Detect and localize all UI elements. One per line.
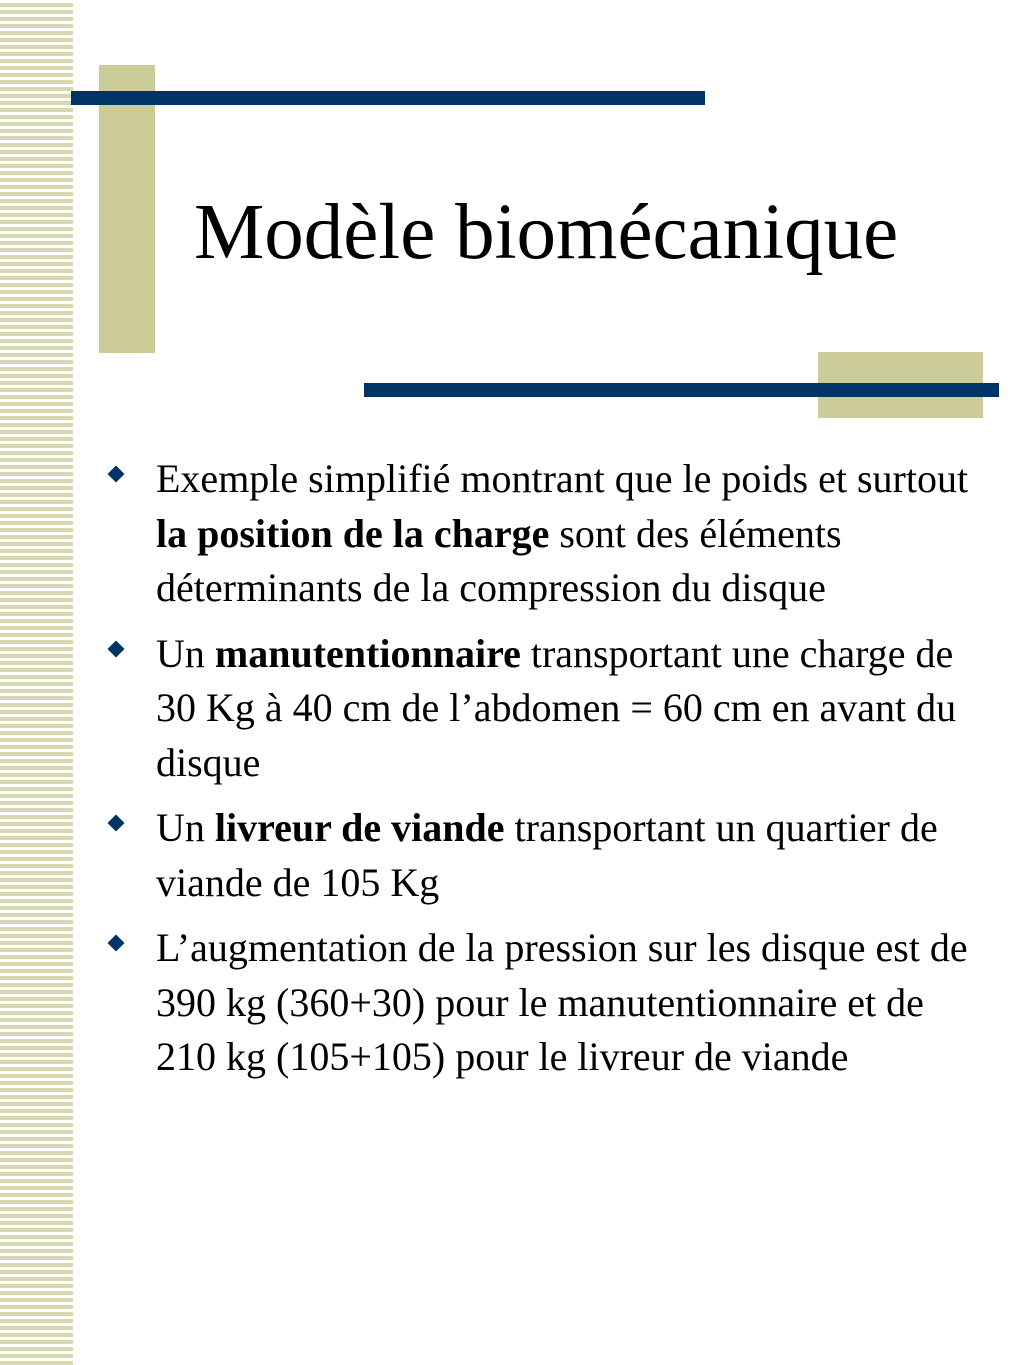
bullet-text: Un	[156, 805, 215, 850]
bullet-emphasis: manutentionnaire	[214, 630, 521, 676]
slide-title: Modèle biomécanique	[194, 189, 899, 276]
diamond-bullet-icon	[108, 815, 125, 832]
diamond-bullet-icon	[108, 466, 125, 483]
bullet-text: transportant une charge de 30 Kg à 40 cm de l’abdomen = 60 cm en avant du disque	[156, 630, 957, 785]
bullet-text: Un	[156, 630, 215, 676]
bullet-item	[108, 452, 978, 616]
bullet-item	[108, 801, 978, 910]
bullet-text: Exemple simplifié montrant que le poids et surtout	[156, 456, 969, 501]
bullet-text: L’augmentation de la pression sur les disque est de 390 kg (360+30) pour le manutentionnaire et de 210 kg (105+105) pour le livreur de viande	[156, 925, 968, 1079]
bullet-text: transportant un quartier de viande de 105 Kg	[156, 805, 938, 905]
diamond-bullet-icon	[108, 640, 125, 657]
bullet-list	[108, 452, 978, 1096]
bullet-text: sont des éléments déterminants de la compression du disque	[156, 510, 842, 610]
tan-accent-block-top	[99, 65, 155, 353]
navy-rule-top	[71, 91, 705, 105]
bullet-item	[108, 921, 978, 1085]
bullet-emphasis: la position de la charge	[156, 510, 550, 556]
striped-margin-decoration	[0, 0, 73, 1365]
diamond-bullet-icon	[108, 935, 125, 952]
bullet-item	[108, 627, 978, 791]
bullet-emphasis: livreur de viande	[214, 805, 505, 850]
navy-rule-bottom	[364, 383, 999, 397]
